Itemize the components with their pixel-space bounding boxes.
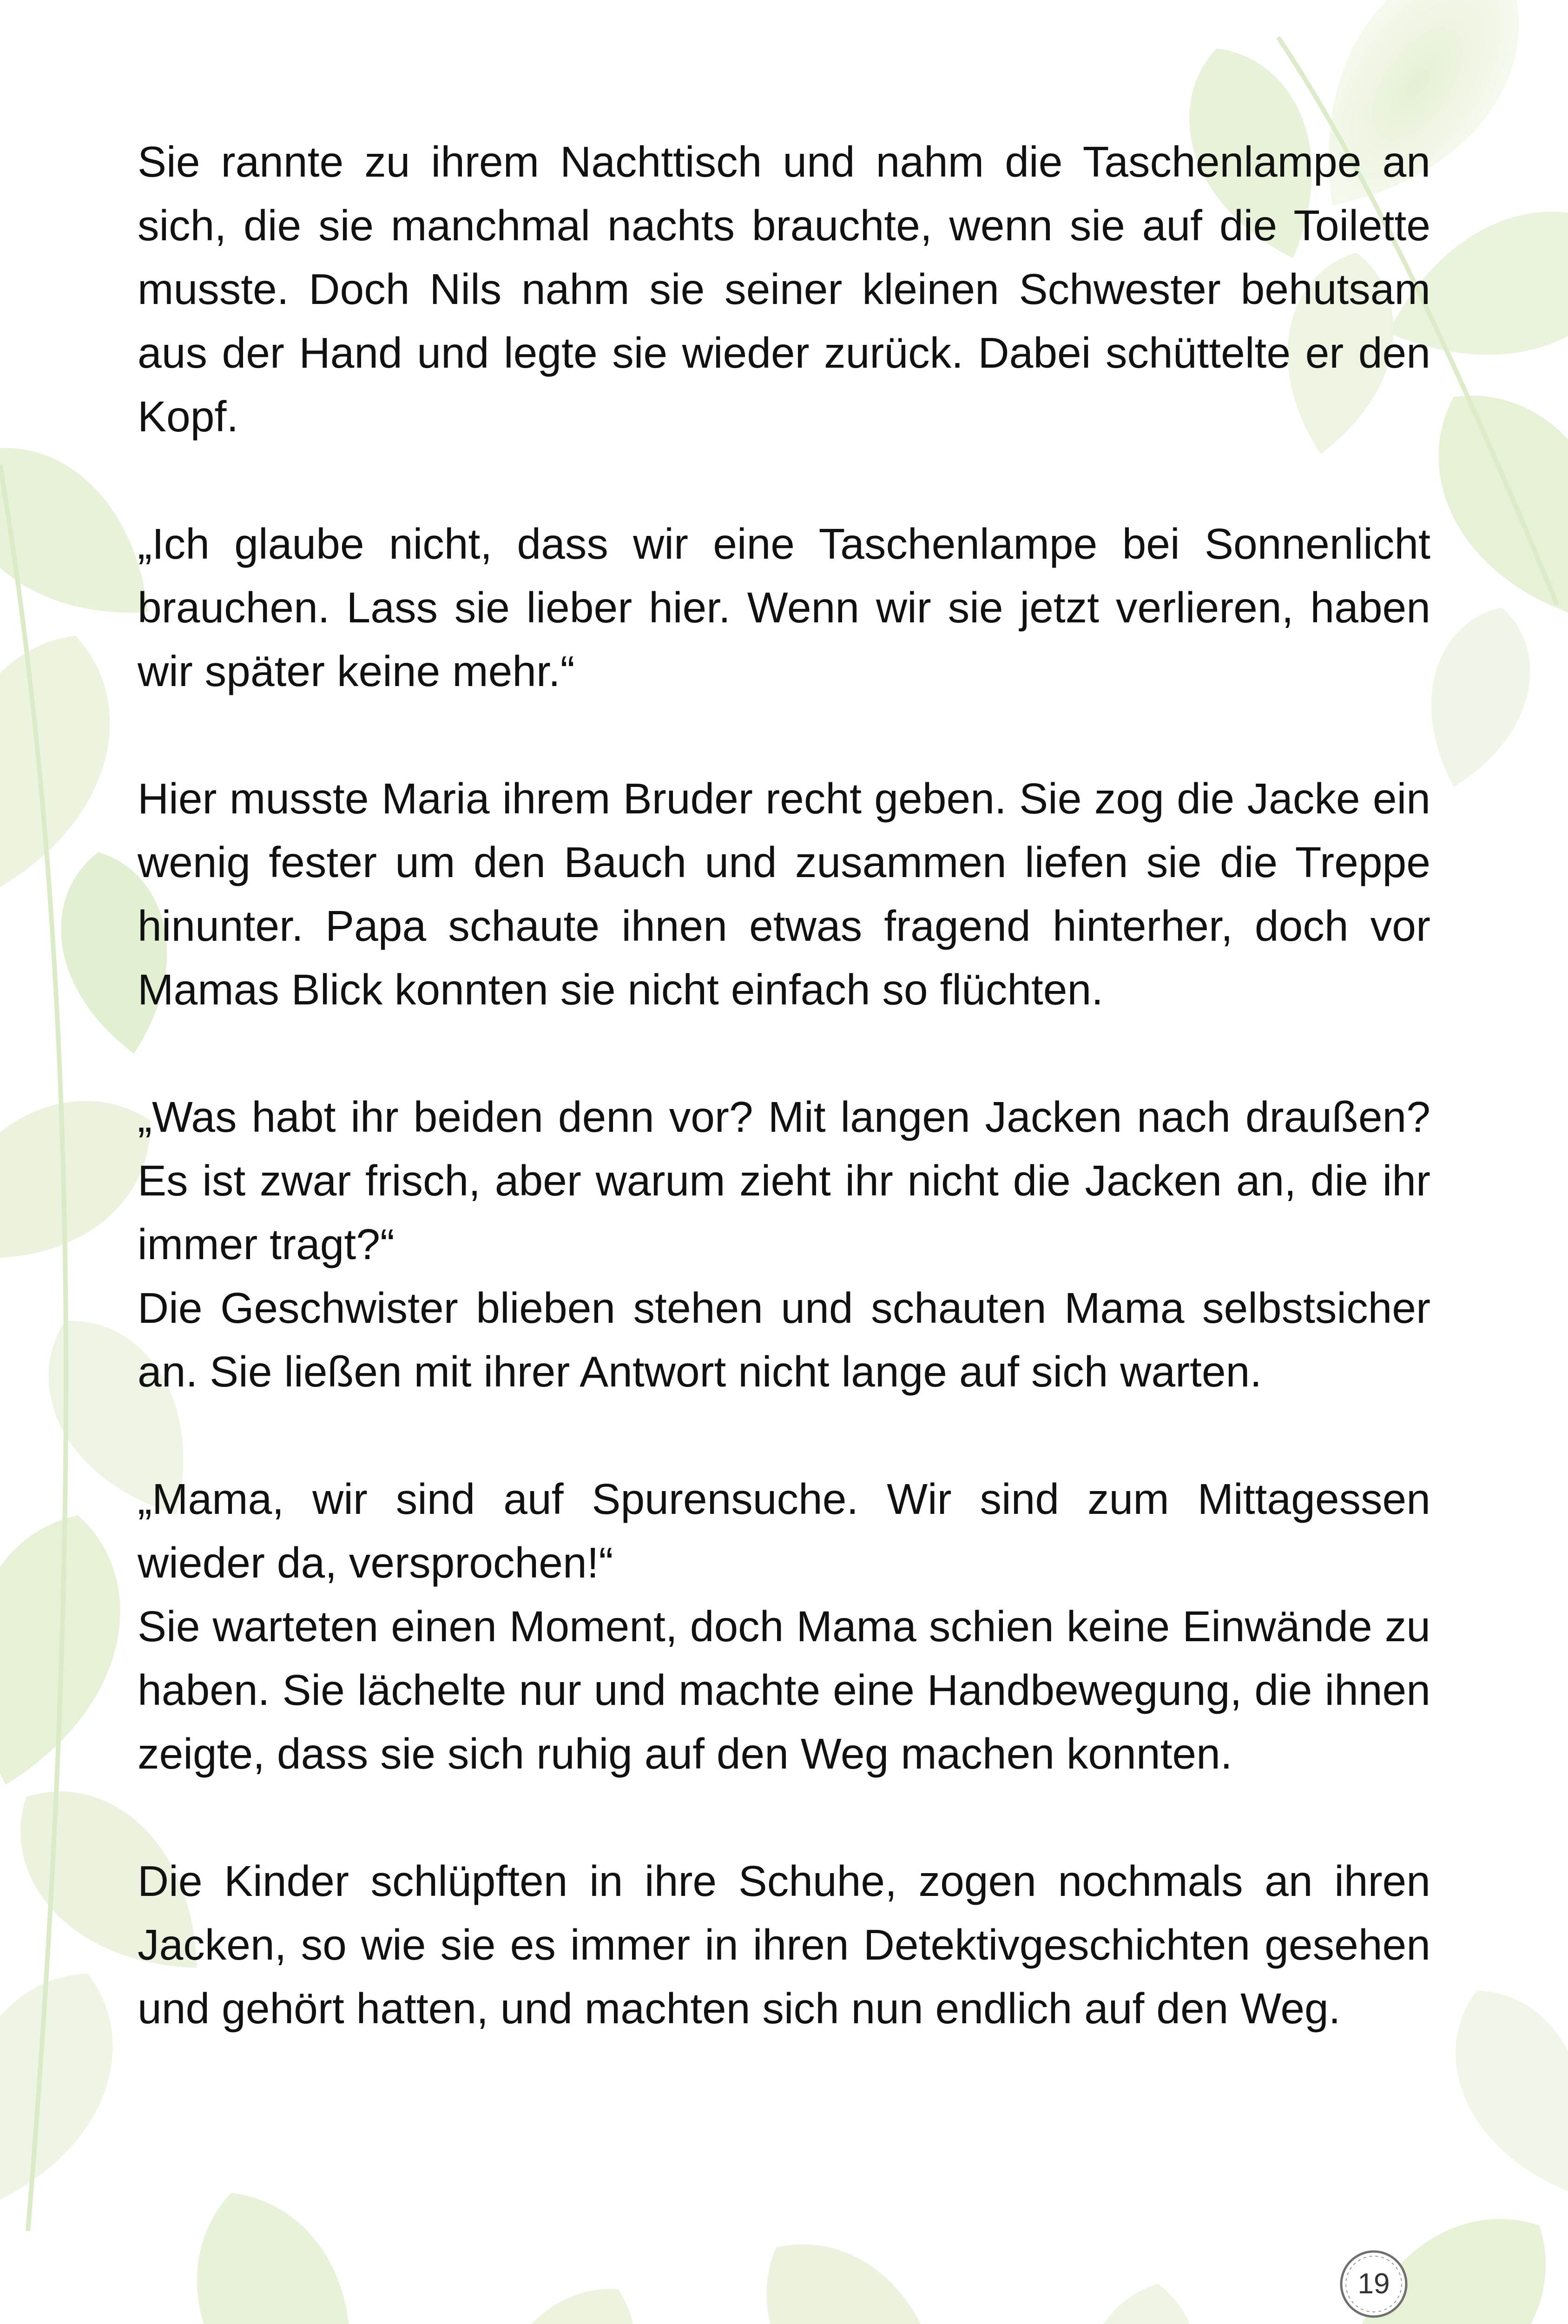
paragraph: „Was habt ihr beiden denn vor? Mit langen Jacken nach draußen? Es ist zwar frisch, aber warum zieht ihr nicht die Jacken an, die ihr immer tragt?“ xyxy=(138,1093,1430,1268)
story-text xyxy=(138,130,1430,2040)
paragraph: Die Kinder schlüpften in ihre Schuhe, zogen nochmals an ihren Jacken, so wie sie es immer in ihren Detektivgeschichten gesehen und gehört hatten, und machten sich nun endlich auf den Weg. xyxy=(138,1857,1430,2033)
page-number-badge xyxy=(1337,2247,1411,2321)
paragraph: Sie warteten einen Moment, doch Mama schien keine Einwände zu haben. Sie lächelte nur und machte eine Handbewegung, die ihnen zeigte, dass sie sich ruhig auf den Weg machen konnten. xyxy=(138,1602,1430,1778)
paragraph: Sie rannte zu ihrem Nachttisch und nahm die Taschenlampe an sich, die sie manchmal nachts brauchte, wenn sie auf die Toilette musste. Doch Nils nahm sie seiner kleinen Schwester behutsam aus der Hand und legte sie wieder zurück. Dabei schüttelte er den Kopf. xyxy=(138,138,1430,441)
paragraph: „Mama, wir sind auf Spurensuche. Wir sind zum Mittagessen wieder da, versprochen!“ xyxy=(138,1475,1430,1587)
page-number: 19 xyxy=(1357,2268,1390,2300)
paragraph: Die Geschwister blieben stehen und schauten Mama selbstsicher an. Sie ließen mit ihrer Antwort nicht lange auf sich warten. xyxy=(138,1284,1430,1396)
paragraph: „Ich glaube nicht, dass wir eine Taschenlampe bei Sonnenlicht brauchen. Lass sie lieber hier. Wenn wir sie jetzt verlieren, haben wir später keine mehr.“ xyxy=(138,520,1430,695)
paragraph: Hier musste Maria ihrem Bruder recht geben. Sie zog die Jacke ein wenig fester um den Bauch und zusammen liefen sie die Treppe hinunter. Papa schaute ihnen etwas fragend hinterher, doch vor Mamas Blick konnten sie nicht einfach so flüchten. xyxy=(138,774,1430,1014)
